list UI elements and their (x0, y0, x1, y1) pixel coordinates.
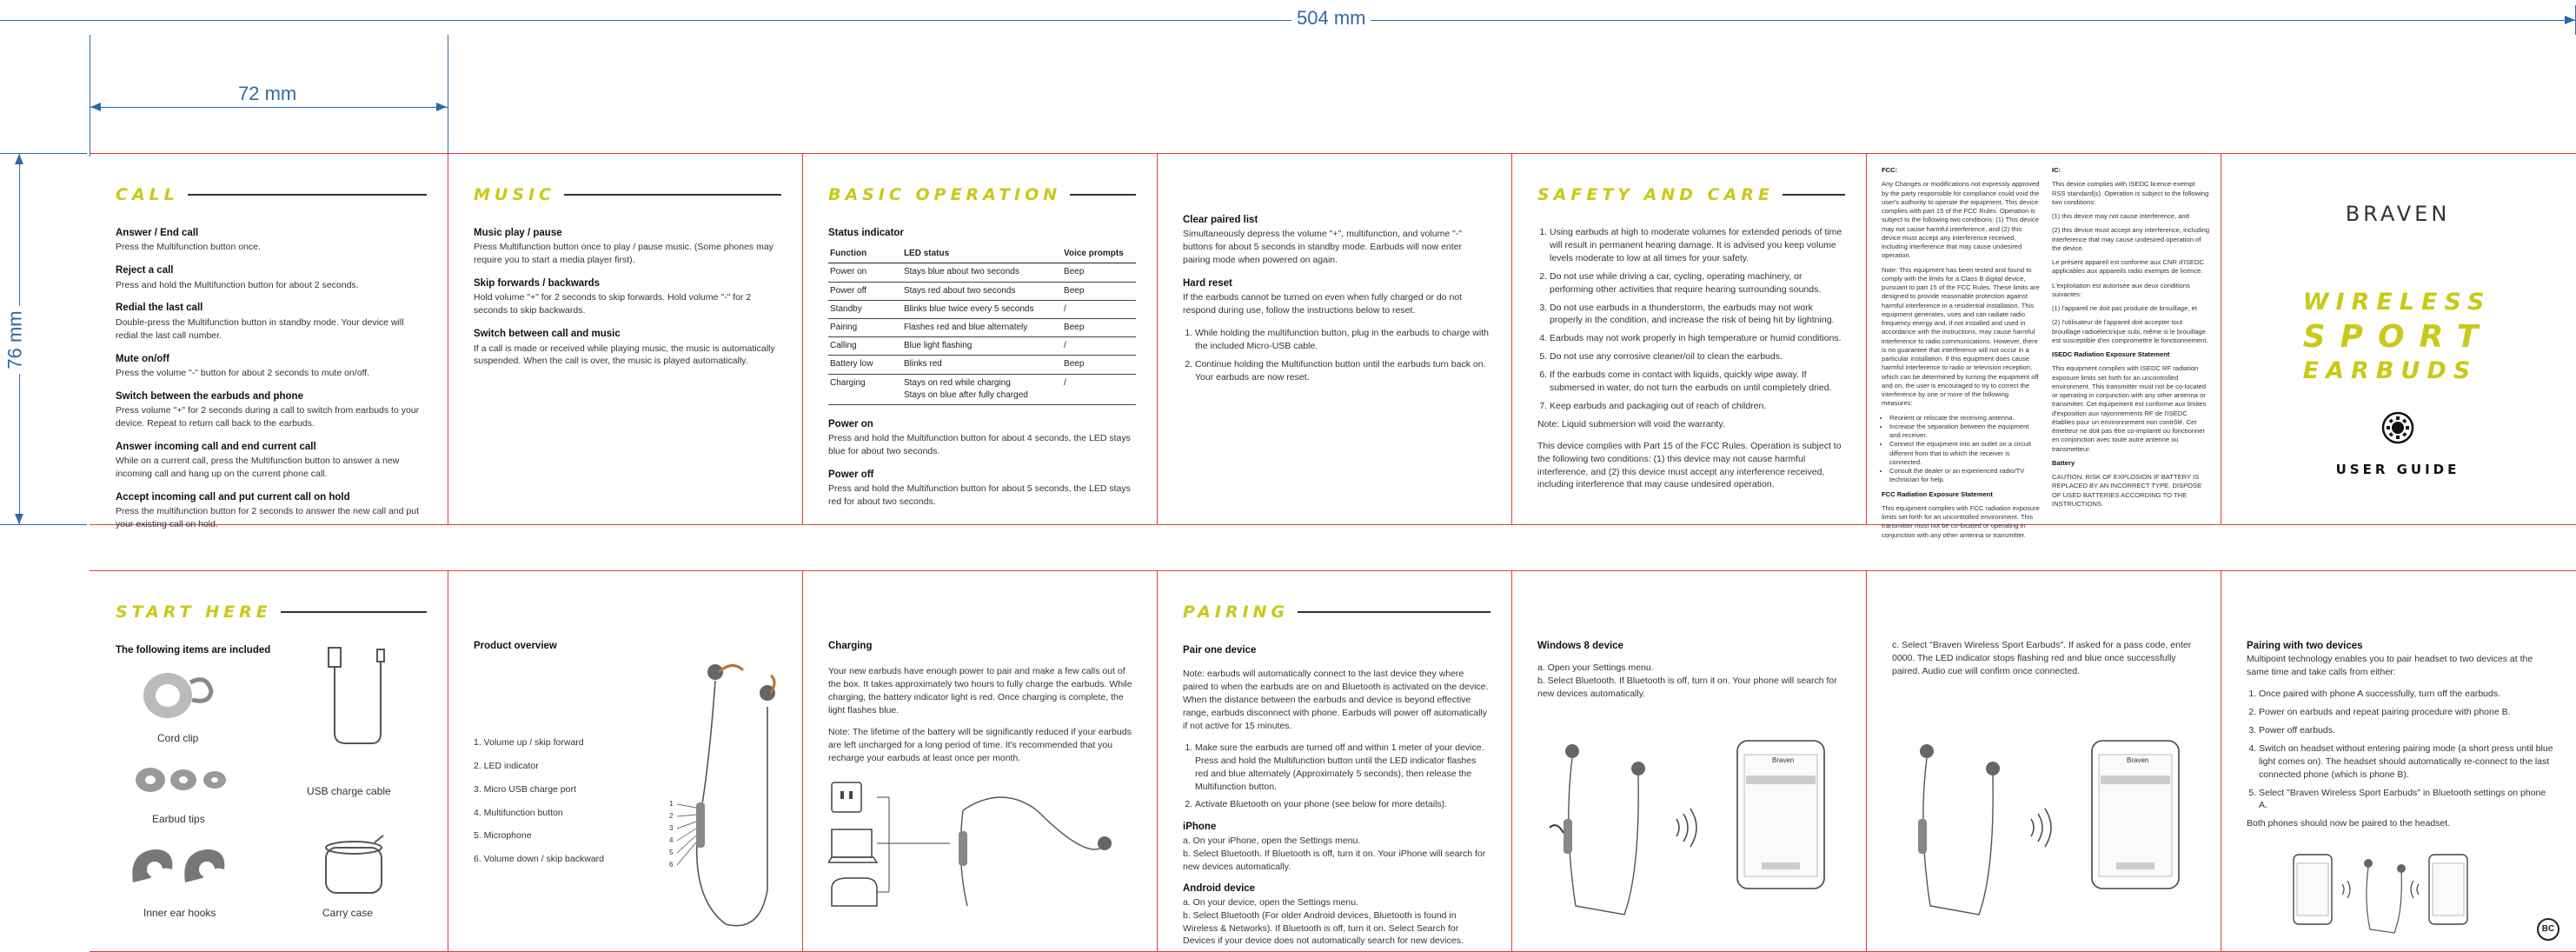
call-item-body: While on a current call, press the Multifunction button to answer a new incoming call and hang up on the current phone call. (116, 456, 400, 480)
call-item-title: Accept incoming call and put current call on hold (116, 492, 350, 503)
android-title: Android device (1183, 883, 1256, 895)
earbud-tips-icon (133, 761, 237, 804)
item-label: Carry case (322, 907, 374, 919)
table-cell: / (1062, 374, 1136, 404)
call-item-body: Double-press the Multifunction button in standby mode. Your device will redial the last call number. (116, 316, 404, 341)
call-item-title: Mute on/off (116, 353, 169, 364)
pairing-confirm-panel (1866, 571, 2221, 951)
pairing-illustration (1537, 723, 1850, 923)
start-here-panel (90, 571, 448, 951)
table-cell: Beep (1062, 356, 1136, 374)
safety-panel (1511, 154, 1866, 524)
reset-steps (1183, 327, 1490, 384)
iphone-title: iPhone (1183, 822, 1217, 833)
table-row (828, 374, 1136, 404)
fcc-rf-title: FCC Radiation Exposure Statement (1882, 489, 1993, 498)
table-cell: Power off (828, 282, 902, 300)
list-item: 3. Do not use earbuds in a thunderstorm, the earbuds may not work properly in the condition, and increase the risk of being hit by lightning. (1550, 302, 1845, 328)
list-item: 7. Keep earbuds and packaging out of reach of children. (1550, 400, 1845, 413)
call-item-body: Press the volume "-" button for about 2 seconds to mute on/off. (116, 367, 370, 378)
two-devices-outro: Both phones should now be paired to the headset. (2247, 818, 2451, 829)
callout-number: 2 (669, 812, 674, 820)
regulatory-panel (1866, 154, 2221, 539)
table-cell: / (1062, 300, 1136, 318)
ic-column (2052, 166, 2210, 519)
fcc-rf-body: This equipment complies with FCC radiation exposure limits set forth for an uncontrolled environment. This transmitter must not be co-located or operating in conjunction with any other antenna or transmitter. (1882, 503, 2040, 539)
reset-panel (1157, 154, 1511, 524)
product-overview-title: Product overview (474, 641, 557, 651)
table-cell: / (1062, 337, 1136, 356)
android-step: b. Select Bluetooth (For older Android devices, Bluetooth is found in Wireless & Networks). If Bluetooth is off, turn it on. Select Search for Devices if your device does not automatically search for new devices. (1183, 909, 1464, 947)
table-cell: Charging (828, 374, 902, 404)
list-item: 4. Switch on headset without entering pairing mode (a short press until blue light comes on). The headset should automatically re-connect to the last connected phone (which is phone B). (2259, 742, 2554, 782)
phone-header: Braven (1772, 756, 1795, 764)
brand-logo: BRAVEN (2345, 202, 2451, 226)
ic-rf-body: This equipment complies with ISEDC RF radiation exposure limits set forth for an uncontrolled environment. This transmitter must not be co-located or operating in conjunction with any other antenna or transmitter. Cet équipement est conforme aux limites d'exposition aux rayonnements RF de l'ISEDC établies pour un environnement non contrôlé. Cet émetteur ne doit pas être co-implanté ou fonctionner en conjonction avec toute autre antenne ou transmetteur. (2052, 364, 2207, 453)
table-cell: Beep (1062, 282, 1136, 300)
callout-number: 4 (669, 836, 674, 844)
carry-case-icon (317, 832, 395, 897)
ic-paragraph: Le présent appareil est conforme aux CNR d'ISEDC applicables aux appareils radio exempts de licence. (2052, 258, 2204, 276)
two-devices-panel (2221, 571, 2575, 951)
included-items-title: The following items are included (116, 644, 271, 656)
fcc-paragraph: Note: This equipment has been tested and found to comply with the limits for a Class B digital device, pursuant to part 15 of the FCC Rules. These limits are designed to provide reasonable protection against harmful interference in a residential installation. This equipment generates, uses and can radiate radio frequency energy and, if not installed and used in accordance with the instructions, may cause harmful interference to radio communications. However, there is no guarantee that interference will not occur in a particular installation. If this equipment does cause harmful interference to radio or television reception, which can be determined by turning the equipment off and on, the user is encouraged to try to correct the interference by one or more of the following measures: (1882, 265, 2040, 408)
safety-note: Note: Liquid submersion will void the warranty. (1537, 418, 1725, 429)
callout-number: 6 (669, 861, 674, 869)
status-col-voice: Voice prompts (1062, 245, 1136, 263)
bc-badge (2537, 918, 2559, 941)
list-item: 2. Activate Bluetooth on your phone (see below for more details). (1195, 798, 1490, 811)
table-cell: Pairing (828, 319, 902, 337)
battery-title: Battery (2052, 458, 2075, 467)
item-label: Cord clip (157, 732, 199, 744)
fcc-title: FCC: (1882, 166, 1898, 174)
list-item: 4. Multifunction button (474, 807, 563, 818)
windows-title: Windows 8 device (1537, 641, 1623, 651)
two-devices-steps (2247, 688, 2554, 812)
cover-title-line: EARBUDS (2302, 356, 2478, 384)
table-cell: Flashes red and blue alternately (902, 319, 1062, 337)
music-item-body: If a call is made or received while playing music, the music is automatically suspended. When the call is over, the music is played automatically. (474, 343, 775, 367)
music-panel (448, 154, 802, 524)
safety-list (1537, 226, 1845, 413)
table-cell: Blue light flashing (902, 337, 1062, 356)
iphone-step: b. Select Bluetooth. If Bluetooth is off, turn it on. Your iPhone will search for new devices automatically. (1183, 848, 1486, 872)
user-guide-label: USER GUIDE (2335, 461, 2460, 477)
list-item: • Reorient or relocate the receiving antenna. (1889, 414, 2040, 423)
table-cell: Standby (828, 300, 902, 318)
item-label: Inner ear hooks (143, 907, 216, 919)
call-item-body: Press the Multifunction button once. (116, 242, 261, 253)
pairing-panel (1157, 571, 1511, 951)
table-cell: Beep (1062, 319, 1136, 337)
basic-operation-heading: BASIC OPERATION (828, 185, 1062, 204)
callout-number: 3 (669, 824, 674, 832)
power-on-body: Press and hold the Multifunction button for about 4 seconds, the LED stays blue for about two seconds. (828, 433, 1131, 457)
hard-reset-title: Hard reset (1183, 278, 1232, 290)
table-row (828, 282, 1136, 300)
list-item: 2. Do not use while driving a car, cycling, operating machinery, or performing other activities that require hearing surrounding sounds. (1550, 270, 1845, 296)
safety-heading: SAFETY AND CARE (1537, 185, 1774, 204)
table-row (828, 263, 1136, 282)
power-on-title: Power on (828, 418, 873, 429)
table-cell: Blinks blue twice every 5 seconds (902, 300, 1062, 318)
ic-paragraph: (2) this device must accept any interference, including interference that may cause undesired operation of the device. (2052, 226, 2210, 252)
music-item-body: Press Multifunction button once to play / pause music. (Some phones may require you to start a media player first). (474, 242, 773, 266)
earbuds-diagram (665, 655, 778, 942)
music-item-title: Music play / pause (474, 227, 562, 238)
call-item-body: Press and hold the Multifunction button for about 2 seconds. (116, 279, 359, 290)
table-row (828, 356, 1136, 374)
fcc-column (1882, 166, 2040, 539)
call-item-body: Press volume "+" for 2 seconds during a call to switch from earbuds to your device. Repeat to return call back to the earbuds. (116, 405, 420, 429)
list-item: • Increase the separation between the equipment and receiver. (1889, 423, 2040, 441)
music-item-body: Hold volume "+" for 2 seconds to skip forwards. Hold volume "-" for 2 seconds to skip backwards. (474, 292, 752, 316)
callout-number: 1 (669, 800, 674, 808)
list-item: 1. Using earbuds at high to moderate volumes for extended periods of time will result in permanent hearing damage. It is advised you keep volume levels moderate to low at all times for your safety. (1550, 226, 1845, 265)
android-step: a. On your device, open the Settings menu. (1183, 896, 1358, 908)
list-item: • Consult the dealer or an experienced radio/TV technician for help. (1889, 467, 2040, 485)
table-cell: Battery low (828, 356, 902, 374)
ic-paragraph: This device complies with ISEDC licence-exempt RSS standard(s). Operation is subject to the following two conditions: (2052, 180, 2209, 206)
call-item-title: Switch between the earbuds and phone (116, 390, 303, 402)
two-devices-illustration (2290, 849, 2516, 936)
two-devices-title: Pairing with two devices (2247, 641, 2363, 651)
table-row (828, 300, 1136, 318)
item-label: Earbud tips (152, 813, 205, 825)
windows-step: b. Select Bluetooth. If Bluetooth is off, turn it on. Your phone will search for new devices automatically. (1537, 676, 1837, 700)
clear-paired-body: Simultaneously depress the volume "+", multifunction, and volume "-" buttons for about 5 seconds in standby mode. Earbuds will now enter pairing mode when powered on again. (1183, 229, 1463, 266)
ic-title: IC: (2052, 166, 2061, 174)
call-panel (90, 154, 448, 530)
list-item: 1. While holding the multifunction button, plug in the earbuds to charge with the included Micro-USB cable. (1195, 327, 1490, 353)
iphone-step: a. On your iPhone, open the Settings menu. (1183, 835, 1361, 846)
ear-hooks-icon (124, 839, 237, 900)
list-item: 5. Do not use any corrosive cleaner/oil to clean the earbuds. (1550, 350, 1845, 363)
charging-panel (802, 571, 1157, 951)
hard-reset-body: If the earbuds cannot be turned on even when fully charged or do not respond during use, follow the instructions below to reset. (1183, 292, 1463, 316)
call-item-title: Answer / End call (116, 227, 199, 238)
panel-width-label: 72 mm (233, 83, 302, 105)
cord-clip-icon (133, 665, 229, 726)
battery-body: CAUTION: RISK OF EXPLOSION IF BATTERY IS REPLACED BY AN INCORRECT TYPE. DISPOSE OF USED BATTERIES ACCORDING TO THE INSTRUCTIONS. (2052, 473, 2202, 508)
status-col-function: Function (828, 245, 902, 263)
ic-rf-title: ISEDC Radiation Exposure Statement (2052, 350, 2170, 358)
windows-panel (1511, 571, 1866, 951)
list-item: 6. Volume down / skip backward (474, 854, 604, 865)
charging-diagram (828, 776, 1124, 923)
call-item-body: Press the multifunction button for 2 seconds to answer the new call and put your existing call on hold. (116, 506, 420, 530)
pairing-steps (1183, 742, 1490, 812)
ic-paragraph: (1) l'appareil ne doit pas produire de brouillage, et (2052, 304, 2197, 312)
list-item: 3. Power off earbuds. (2259, 724, 2554, 737)
width-label: 504 mm (1291, 7, 1371, 30)
table-cell: Stays blue about two seconds (902, 263, 1062, 282)
item-label: USB charge cable (307, 785, 391, 797)
list-item: • Connect the equipment into an outlet on a circuit different from that to which the receiver is connected. (1889, 440, 2040, 467)
list-item: 5. Select "Braven Wireless Sport Earbuds" in Bluetooth settings on phone A. (2259, 787, 2554, 813)
table-cell: Calling (828, 337, 902, 356)
pairing-note: Note: earbuds will automatically connect to the last device they where paired to when the earbuds are on and Bluetooth is activated on the device. When the distance between the earbuds and device is beyond effective range, earbuds disconnect with phone. Earbuds will power off automatically if not active for 15 minutes. (1183, 669, 1489, 731)
cover-title (2303, 288, 2493, 386)
power-off-title: Power off (828, 469, 874, 481)
pair-one-device-title: Pair one device (1183, 644, 1257, 656)
outer-panel-row (90, 153, 2576, 539)
status-indicator-title: Status indicator (828, 227, 904, 238)
inner-panel-row (90, 570, 2576, 952)
clear-paired-title: Clear paired list (1183, 215, 1258, 225)
list-item: 1. Volume up / skip forward (474, 737, 584, 749)
table-cell: Power on (828, 263, 902, 282)
status-col-led: LED status (902, 245, 1062, 263)
phone-header: Braven (2127, 756, 2149, 764)
list-item: 5. Microphone (474, 830, 532, 842)
list-item: 2. LED indicator (474, 761, 539, 772)
table-cell: Blinks red (902, 356, 1062, 374)
windows-step: a. Open your Settings menu. (1537, 662, 1654, 674)
status-table (828, 245, 1136, 405)
table-cell: Beep (1062, 263, 1136, 282)
gear-icon (2380, 410, 2415, 445)
pairing-confirm-illustration (1892, 723, 2205, 923)
list-item: 1. Make sure the earbuds are turned off and within 1 meter of your device. Press and hold the Multifunction button until the LED indicator flashes red and blue alternately (Approximately 5 seconds), then release the Multifunction button. (1195, 742, 1490, 794)
fcc-paragraph: Any Changes or modifications not expressly approved by the party responsible for compliance could void the user's authority to operate the equipment. This device complies with part 15 of the FCC Rules. Operation is subject to the following two conditions: (1) This device may not cause harmful interference, and (2) this device must accept any interference received, including interference that may cause undesired operation. (1882, 180, 2040, 260)
cover-title-line: WIRELESS (2302, 289, 2492, 316)
basic-operation-panel (802, 154, 1157, 524)
call-item-title: Reject a call (116, 265, 174, 276)
list-item: 2. Power on earbuds and repeat pairing procedure with phone B. (2259, 706, 2554, 719)
ic-paragraph: (1) this device may not cause interference, and (2052, 212, 2189, 220)
height-label: 76 mm (4, 305, 27, 374)
table-cell: Stays on red while charging Stays on blue after fully charged (902, 374, 1062, 404)
call-heading: CALL (116, 185, 179, 204)
pairing-step-c: c. Select "Braven Wireless Sport Earbuds". If asked for a pass code, enter 0000. The LED indicator stops flashing red and blue once successfully paired. Audio cue will confirm once connected. (1892, 640, 2192, 676)
ic-paragraph: (2) l'utilisateur de l'appareil doit accepter tout brouillage radioélectrique subi, même si le brouillage est susceptible d'en compromettre le fonctionnement. (2052, 318, 2208, 344)
power-off-body: Press and hold the Multifunction button for about 5 seconds, the LED stays red for about two seconds. (828, 483, 1131, 508)
table-row (828, 319, 1136, 337)
charging-title: Charging (828, 641, 873, 651)
list-item: 6. If the earbuds come in contact with liquids, quickly wipe away. If submersed in water, do not turn the earbuds on until completely dried. (1550, 369, 1845, 395)
start-here-heading: START HERE (116, 602, 272, 622)
music-heading: MUSIC (474, 185, 556, 204)
two-devices-intro: Multipoint technology enables you to pair headset to two devices at the same time and take calls from either: (2247, 654, 2533, 678)
call-item-title: Redial the last call (116, 303, 203, 314)
cover-panel (2221, 154, 2575, 524)
table-row (828, 337, 1136, 356)
music-item-title: Skip forwards / backwards (474, 278, 601, 290)
call-item-title: Answer incoming call and end current call (116, 441, 316, 452)
cover-title-line: SPORT (2302, 318, 2493, 355)
pairing-heading: PAIRING (1183, 602, 1290, 622)
safety-fcc: This device complies with Part 15 of the FCC Rules. Operation is subject to the following two conditions: (1) this device may not cause harmful interference, and (2) this device must accept any interference received, including interference that may cause undesired operation. (1537, 440, 1842, 490)
list-item: 3. Micro USB charge port (474, 783, 576, 795)
list-item: 1. Once paired with phone A successfully, turn off the earbuds. (2259, 688, 2554, 701)
charging-paragraph: Your new earbuds have enough power to pair and make a few calls out of the box. It takes approximately two hours to fully charge the earbuds. While charging, the battery indicator light is red. Once charging is complete, the light flashes blue. (828, 666, 1132, 716)
music-item-title: Switch between call and music (474, 329, 621, 340)
list-item: 2. Continue holding the Multifunction button until the earbuds turn back on. Your earbuds are now reset. (1195, 358, 1490, 384)
list-item: 4. Earbuds may not work properly in high temperature or humid conditions. (1550, 332, 1845, 345)
ic-paragraph: L'exploitation est autorisée aux deux conditions suivantes: (2052, 281, 2190, 298)
charging-note: Note: The lifetime of the battery will be significantly reduced if your earbuds are left uncharged for a long period of time. It's recommended that you recharge your earbuds at least once per month. (828, 726, 1132, 763)
bc-badge-label: BC (2541, 923, 2555, 934)
callout-number: 5 (669, 849, 674, 856)
usb-cable-icon (311, 646, 407, 750)
table-cell: Stays red about two seconds (902, 282, 1062, 300)
product-overview-panel (448, 571, 802, 951)
